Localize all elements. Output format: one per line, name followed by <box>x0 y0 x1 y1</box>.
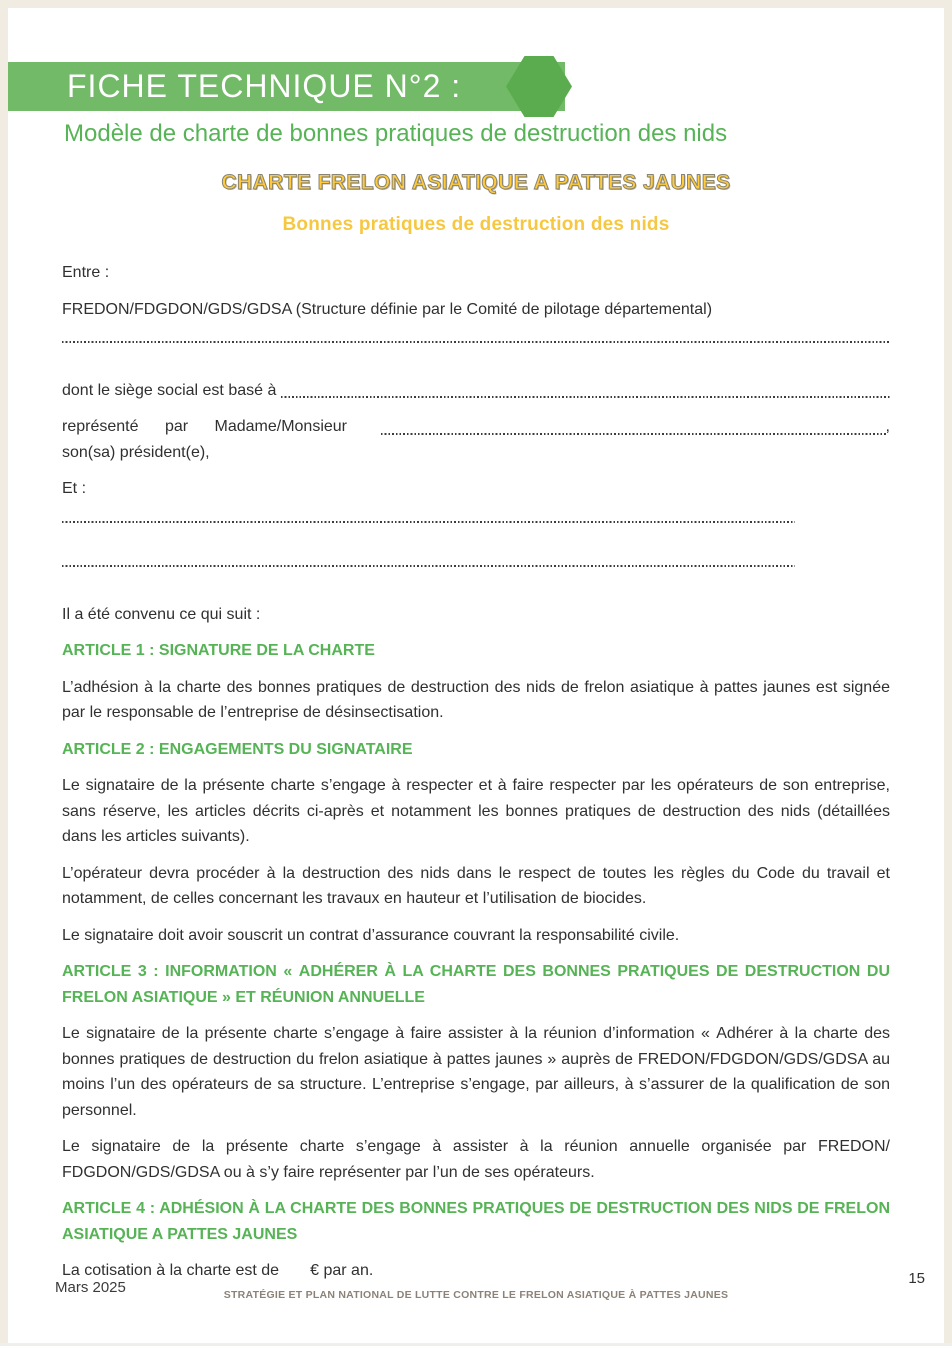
article-4-heading: ARTICLE 4 : ADHÉSION À LA CHARTE DES BONNES PRATIQUES DE DESTRUCTION DES NIDS DE FRELON ASIATIQUE A PATTES JAUNES <box>62 1200 890 1243</box>
article-3-paragraph: Le signataire de la présente charte s’engage à assister à la réunion annuelle organisée par FREDON/​FDGDON/GDS/GDSA ou à s’y faire représenter par l’un de ses opérateurs. <box>62 1138 890 1181</box>
dotted-leader <box>281 396 890 398</box>
convenu-line: Il a été convenu ce qui suit : <box>62 605 261 623</box>
page-number: 15 <box>908 1270 925 1287</box>
represente-label: représenté par Madame/Monsieur <box>62 418 348 435</box>
article-3-heading: ARTICLE 3 : INFORMATION « ADHÉRER À LA CHARTE DES BONNES PRATIQUES DE DESTRUCTION DU FRELON ASIATIQUE » ET RÉUNION ANNUELLE <box>62 963 890 1006</box>
document-body <box>62 260 890 1295</box>
entre-label: Entre : <box>62 264 110 281</box>
article-4-paragraph: La cotisation à la charte est de € par an. <box>62 1262 374 1279</box>
represente-suffix: , <box>885 418 890 435</box>
article-3-paragraph: Le signataire de la présente charte s’engage à faire assister à la réunion d’information « Adhérer à la charte des bonnes pratiques de destruction du frelon asiatique à pattes jaunes » auprès de FREDON/FDGDON/GDS/GDSA au moins l’un des opérateurs de sa structure. L’entreprise s’engage, par ailleurs, à s’assurer de la qualification de son personnel. <box>62 1025 890 1119</box>
article-1-heading: ARTICLE 1 : SIGNATURE DE LA CHARTE <box>62 642 375 659</box>
dotted-leader <box>381 433 886 435</box>
blank-field-line <box>62 565 890 591</box>
structure-line: FREDON/FDGDON/GDS/GDSA (Structure définie par le Comité de pilotage départemental) <box>62 300 713 318</box>
represente-line <box>62 414 890 440</box>
page-border-left <box>0 0 8 1346</box>
fiche-subtitle: Modèle de charte de bonnes pratiques de destruction des nids <box>64 120 728 147</box>
article-2-paragraph: L’opérateur devra procéder à la destruction des nids dans le respect de toutes les règles du Code du travail et notamment, de celles concernant les travaux en hauteur et l’utilisation de biocides. <box>62 864 890 907</box>
footer-date: Mars 2025 <box>55 1279 126 1296</box>
page-border-right <box>944 0 952 1346</box>
blank-field-line <box>62 521 890 547</box>
fiche-technique-title: FICHE TECHNIQUE N°2 : <box>67 68 462 104</box>
siege-label: dont le siège social est basé à <box>62 381 277 399</box>
article-2-heading: ARTICLE 2 : ENGAGEMENTS DU SIGNATAIRE <box>62 740 413 758</box>
charter-subtitle: Bonnes pratiques de destruction des nids <box>282 214 670 235</box>
fiche-technique-banner <box>8 62 565 111</box>
article-1-paragraph: L’adhésion à la charte des bonnes pratiques de destruction des nids de frelon asiatique à pattes jaunes est signée par le responsable de l’entreprise de désinsectisation. <box>62 678 890 721</box>
articles-section <box>62 638 890 1284</box>
charter-title: CHARTE FRELON ASIATIQUE A PATTES JAUNES <box>221 171 731 194</box>
et-label: Et : <box>62 480 87 497</box>
blank-field-line <box>62 341 890 367</box>
dotted-leader <box>62 521 795 523</box>
president-line: son(sa) président(e), <box>62 443 210 461</box>
page-border-top <box>0 0 952 8</box>
footer-running-title: STRATÉGIE ET PLAN NATIONAL DE LUTTE CONTRE LE FRELON ASIATIQUE À PATTES JAUNES <box>223 1289 729 1301</box>
dotted-leader <box>62 565 795 567</box>
dotted-leader <box>62 341 890 343</box>
siege-social-line <box>62 378 890 404</box>
article-2-paragraph: Le signataire de la présente charte s’engage à respecter et à faire respecter par les opérateurs de son entreprise, sans réserve, les articles décrits ci-après et notamment les bonnes pratiques de destruction des nids (détaillées dans les articles suivants). <box>62 777 890 845</box>
article-2-paragraph: Le signataire doit avoir souscrit un contrat d’assurance couvrant la responsabilité civile. <box>62 926 680 944</box>
